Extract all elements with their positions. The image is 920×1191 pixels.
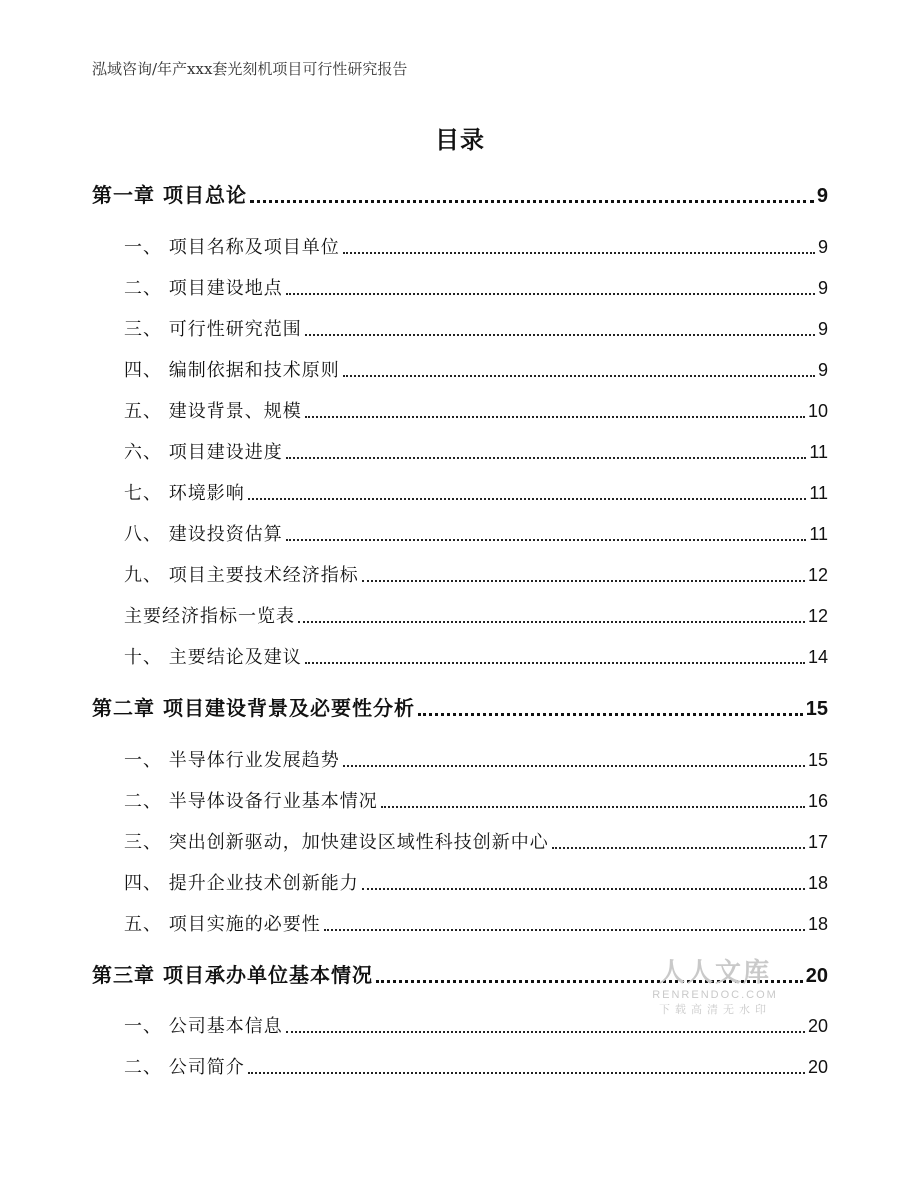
toc-entry-label: 七、 环境影响 (124, 483, 245, 504)
dot-leader (343, 375, 815, 377)
dot-leader (286, 1031, 805, 1033)
toc-page-number: 16 (807, 791, 828, 811)
dot-leader (305, 662, 805, 664)
toc-entry-label: 三、 突出创新驱动，加快建设区域性科技创新中心 (124, 832, 549, 853)
running-header: 泓域咨询/年产xxx套光刻机项目可行性研究报告 (92, 60, 408, 78)
toc-entry-label: 九、 项目主要技术经济指标 (124, 565, 359, 586)
toc-entry-label: 一、 项目名称及项目单位 (124, 237, 340, 258)
toc-section-entry[interactable] (124, 601, 828, 631)
toc-section-entry[interactable] (124, 909, 828, 939)
toc-chapter-entry[interactable] (92, 693, 828, 723)
toc-page-number: 9 (817, 319, 828, 339)
toc-entry-label: 第二章 项目建设背景及必要性分析 (92, 696, 415, 720)
toc-chapter-entry[interactable] (92, 180, 828, 210)
dot-leader (343, 252, 815, 254)
toc-page-number: 9 (817, 278, 828, 298)
dot-leader (305, 416, 805, 418)
toc-page-number: 15 (805, 698, 828, 720)
toc-section-entry[interactable] (124, 519, 828, 549)
toc-page-number: 9 (817, 237, 828, 257)
toc-section-entry[interactable] (124, 827, 828, 857)
dot-leader (343, 765, 805, 767)
watermark-logo-text: 人人文库 (658, 958, 771, 988)
dot-leader (362, 580, 805, 582)
watermark-tagline: 下载高清无水印 (659, 1003, 771, 1016)
dot-leader (248, 498, 807, 500)
toc-page-number: 10 (807, 401, 828, 421)
toc-entry-label: 第三章 项目承办单位基本情况 (92, 963, 373, 987)
dot-leader (381, 806, 805, 808)
toc-page-number: 9 (817, 360, 828, 380)
toc-page-number: 15 (807, 750, 828, 770)
dot-leader (298, 621, 805, 623)
dot-leader (552, 847, 805, 849)
dot-leader (362, 888, 805, 890)
toc-entry-label: 十、 主要结论及建议 (124, 647, 302, 668)
toc-section-entry[interactable] (124, 232, 828, 262)
toc-section-entry[interactable] (124, 786, 828, 816)
toc-entry-label: 八、 建设投资估算 (124, 524, 283, 545)
toc-chapter-entry[interactable] (92, 960, 828, 990)
dot-leader (376, 980, 803, 983)
toc-page-number: 20 (805, 965, 828, 987)
toc-section-entry[interactable] (124, 478, 828, 508)
toc-entry-label: 四、 编制依据和技术原则 (124, 360, 340, 381)
toc-entry-label: 三、 可行性研究范围 (124, 319, 302, 340)
toc-section-entry[interactable] (124, 1011, 828, 1041)
dot-leader (286, 457, 807, 459)
dot-leader (286, 293, 815, 295)
toc-entry-label: 二、 公司简介 (124, 1057, 245, 1078)
toc-section-entry[interactable] (124, 314, 828, 344)
toc-page-number: 12 (807, 565, 828, 585)
toc-entry-label: 五、 项目实施的必要性 (124, 914, 321, 935)
dot-leader (418, 713, 803, 716)
toc-section-entry[interactable] (124, 437, 828, 467)
dot-leader (305, 334, 815, 336)
toc-section-entry[interactable] (124, 1052, 828, 1082)
toc-entry-label: 一、 公司基本信息 (124, 1016, 283, 1037)
toc-page-number: 12 (807, 606, 828, 626)
toc-entry-label: 一、 半导体行业发展趋势 (124, 750, 340, 771)
toc-page-number: 9 (816, 185, 828, 207)
toc-entry-label: 二、 半导体设备行业基本情况 (124, 791, 378, 812)
toc-page-number: 11 (809, 524, 828, 544)
toc-section-entry[interactable] (124, 355, 828, 385)
dot-leader (286, 539, 807, 541)
toc-page-number: 20 (807, 1057, 828, 1077)
toc-entry-label: 二、 项目建设地点 (124, 278, 283, 299)
dot-leader (248, 1072, 805, 1074)
toc-page-number: 18 (807, 914, 828, 934)
toc-page-number: 11 (809, 483, 828, 503)
toc-page-number: 11 (809, 442, 828, 462)
toc-entry-label: 主要经济指标一览表 (124, 606, 295, 627)
toc-section-entry[interactable] (124, 868, 828, 898)
toc-entry-label: 第一章 项目总论 (92, 183, 247, 207)
toc-page-number: 17 (807, 832, 828, 852)
page-title: 目录 (435, 126, 485, 154)
toc-section-entry[interactable] (124, 560, 828, 590)
dot-leader (324, 929, 805, 931)
toc-section-entry[interactable] (124, 642, 828, 672)
watermark-site: RENRENDOC.COM (652, 989, 778, 1001)
toc-section-entry[interactable] (124, 273, 828, 303)
toc-page-number: 18 (807, 873, 828, 893)
toc-entry-label: 四、 提升企业技术创新能力 (124, 873, 359, 894)
toc-entry-label: 五、 建设背景、规模 (124, 401, 302, 422)
toc-section-entry[interactable] (124, 745, 828, 775)
toc-section-entry[interactable] (124, 396, 828, 426)
toc-page-number: 20 (807, 1016, 828, 1036)
toc-page-number: 14 (807, 647, 828, 667)
dot-leader (250, 200, 814, 203)
toc-entry-label: 六、 项目建设进度 (124, 442, 283, 463)
